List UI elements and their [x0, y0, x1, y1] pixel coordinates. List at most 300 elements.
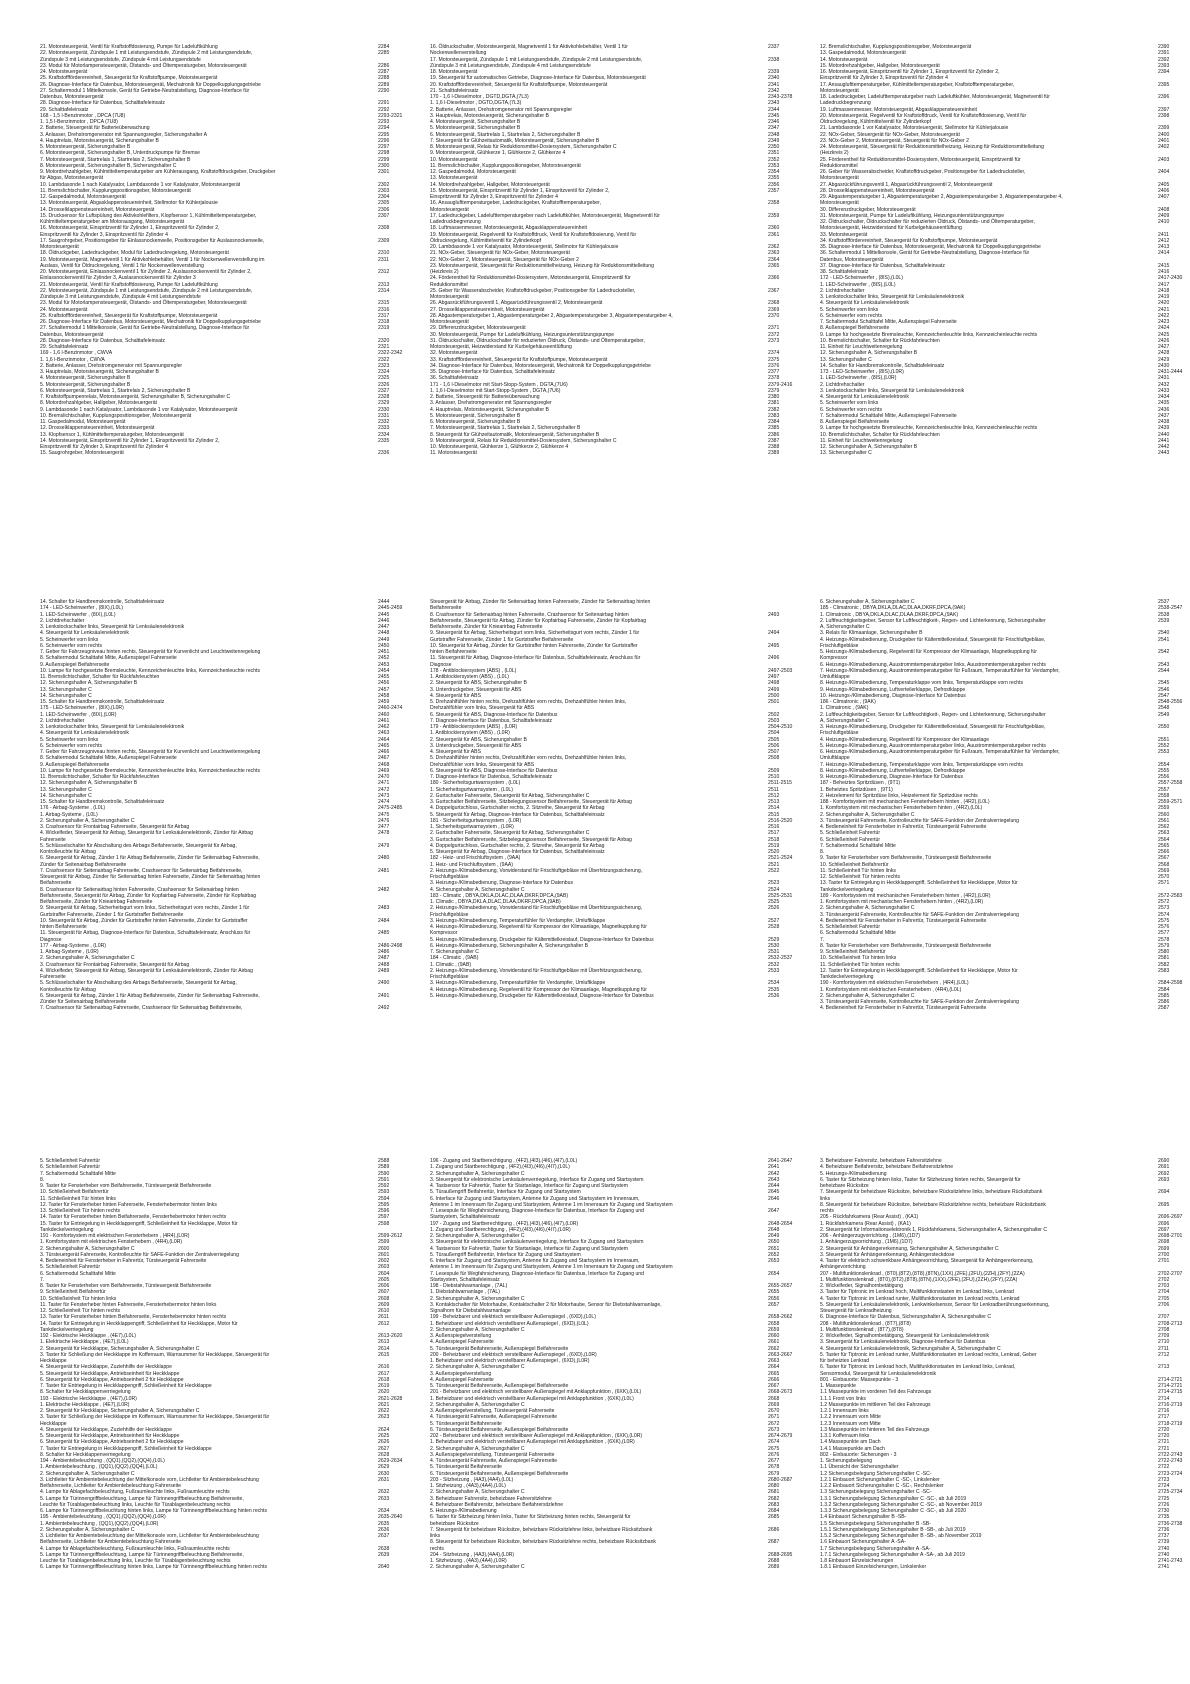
- entry-title: 15. Motorsteuergerät, Einspritzventil für Zylinder 1, Einspritzventil für Zylinder 2,: [430, 187, 610, 194]
- entry-title: 2. Lichtdrehschalter: [40, 717, 85, 724]
- entry-page: 2696: [1158, 1220, 1170, 1227]
- entry-page: 2504-2510: [768, 724, 793, 730]
- entry-page: 2464: [378, 736, 390, 743]
- entry-title: 4. Bedieneinheit für Fensterheber in Fahrertür, Türsteuergerät Fahrerseite: [820, 824, 987, 830]
- index-entry: [820, 1564, 1190, 1570]
- entry-page: 2372: [768, 331, 780, 338]
- entry-page: 2680-2687: [768, 1476, 793, 1483]
- entry-page: 2551: [1158, 736, 1170, 743]
- entry-page: 2539: [1158, 617, 1170, 624]
- entry-title: 190 - Komfortsystem mit elektrischen Fensterhebern , (4R4),(L0L): [820, 980, 969, 987]
- entry-title: 4. Steuergerät für ABS: [430, 692, 481, 699]
- entry-page: 2602: [378, 1258, 390, 1264]
- entry-page: 2284: [378, 44, 390, 50]
- entry-page: 2526: [768, 905, 780, 912]
- entry-page: 2676: [768, 1451, 780, 1458]
- entry-page: 2600: [378, 1245, 390, 1252]
- entry-page: 2448: [378, 630, 390, 637]
- entry-title: 204 - Sitzheizung , (4A3),(4A4),(L0R): [430, 1551, 515, 1558]
- entry-title: 14. Taster für Entriegelung in Heckklappengriff, Schließeinheit für Heckklappe, Motor für: [40, 1320, 238, 1327]
- entry-title: 6. Steuergerät für Airbag, Zünder 1 für Airbag Beifahrerseite, Zünder für Seitenairbag Fahrerseite,: [40, 855, 260, 862]
- entry-page: 2424: [1158, 325, 1170, 332]
- entry-page: 2527: [768, 917, 780, 924]
- entry-title: Frischluftgebläse: [820, 642, 859, 649]
- entry-title: 179 - Antiblockiersystem (ABS) , (L0R): [430, 724, 518, 730]
- entry-title: 3. Außenspiegelverstellung, Türsteuergerät Fahrerseite: [430, 1408, 555, 1414]
- entry-page: 2325: [378, 375, 390, 382]
- entry-title: Reduktionsmittel: [820, 162, 858, 169]
- entry-title: 4. Steuergerät für ABS: [430, 749, 481, 755]
- entry-title: Fahrerseite: [40, 836, 66, 843]
- entry-title: 28. Abgastemperaturgeber 1, Abgastemperaturgeber 2, Abgastemperaturgeber 3, Abgastemperaturgeber 4,: [430, 312, 673, 319]
- entry-page: 2329: [378, 400, 390, 407]
- entry-page: 2468: [378, 761, 390, 768]
- entry-title: 12. Taster für Entriegelung in Heckklappengriff, Schließeinheit für Heckklappe, Motor für: [820, 967, 1018, 974]
- entry-page: 2413: [1158, 244, 1170, 250]
- entry-title: 2. Sicherungshalter A, Sicherungshalter C: [40, 1470, 135, 1477]
- entry-page: 2723: [1158, 1476, 1170, 1483]
- entry-title: 11. Bremslichtschalter, Schalter für Rückfahrleuchten: [40, 674, 160, 680]
- entry-title: 192 - Elektrische Heckklappe , (4E7),(L0L): [40, 1333, 136, 1339]
- entry-title: 3. Türsteuergerät Fahrerseite, Kontrolleuchte für SAFE-Funktion der Zentralverriegelung: [40, 1251, 239, 1258]
- entry-page: 2431: [1158, 375, 1170, 382]
- entry-title: 3. Außenspiegelverstellung: [430, 1333, 492, 1339]
- entry-title: 3. Taster für Tiptronic im Lenkrad hoch, Multifunktionstasten im Lenkrad links, Lenkrad: [820, 1289, 1014, 1296]
- entry-page: 2406: [1158, 187, 1170, 194]
- entry-title: 28. Drosselklappensteuereinheit, Motorsteuergerät: [820, 187, 935, 194]
- entry-title: 2. Wickelfeder, Signalhornbetätigung: [820, 1283, 903, 1289]
- entry-page: 2351: [768, 150, 780, 157]
- entry-title: Steuergerät für Lenkradheizung: [820, 1308, 892, 1314]
- entry-page: 2343: [768, 100, 780, 107]
- entry-title: 181 - Sicherheitsgurtwarnsystem , (L0R): [430, 817, 522, 824]
- entry-page: 2686: [768, 1526, 780, 1533]
- entry-title: 14. Motorsteuergerät, Einspritzventil für Zylinder 1, Einspritzventil für Zylinder 2,: [40, 437, 220, 444]
- entry-title: 2. Sicherungshalter A, Sicherungshalter C: [40, 1245, 135, 1252]
- entry-title: 2. Sicherungshalter A, Sicherungshalter C: [820, 811, 915, 818]
- entry-title: Motorsteuergerät, Heizwiderstand für Kurbelgehäuseentlüftung: [820, 225, 962, 232]
- entry-page: 2620: [378, 1389, 390, 1396]
- entry-page: 2357: [768, 187, 780, 194]
- entry-page: 2512: [768, 792, 780, 799]
- entry-title: beheizbare Rücksitze: [820, 1183, 869, 1189]
- entry-page: 2690: [1158, 1158, 1170, 1164]
- entry-title: 178 - Antiblockiersystem (ABS) , (L0L): [430, 667, 517, 674]
- entry-title: 9. Steuergerät für Airbag, Sicherheitsgurt vorn links, Sicherheitsgurt vorn rechts, Zünder 1 für: [430, 630, 640, 637]
- entry-page: 2657: [768, 1301, 780, 1308]
- entry-page: 2572: [1158, 899, 1170, 905]
- entry-title: Steuergerät für Airbag, Zünder für Seitenairbag hinten Fahrerseite, Zünder für Seitenairbag hinten: [430, 599, 651, 605]
- entry-page: 2446: [378, 617, 390, 624]
- entry-title: 2. Sicherungshalter A, Sicherungshalter C: [430, 1401, 525, 1408]
- entry-title: 26. Diagnose-Interface für Datenbus, Motorsteuergerät, Mechatronik für Doppelkupplungsgetriebe: [40, 81, 261, 88]
- entry-page: 2644: [768, 1183, 780, 1189]
- entry-title: Nockenwellenverstellung: [430, 50, 487, 57]
- entry-page: 2582: [1158, 961, 1170, 968]
- entry-page: 2516-2520: [768, 817, 793, 824]
- entry-page: 2393: [1158, 62, 1170, 69]
- entry-page: 2336: [378, 450, 390, 457]
- entry-page: 2375: [768, 356, 780, 363]
- entry-title: 1. LED-Scheinwerfer , (8IX),(L0L): [40, 611, 116, 618]
- entry-title: 15. Taster für Entriegelung in Heckklappengriff, Schließeinheit für Heckklappe, Motor für: [40, 1220, 238, 1227]
- entry-title: 14. Motorsteuergerät: [820, 56, 868, 63]
- entry-title: 2. Steuergerät für ABS, Sicherungshalter B: [430, 680, 527, 687]
- entry-page: 2550: [1158, 724, 1170, 730]
- entry-title: 8. Schaltermodul Schalttafel Mitte, Außenspiegel Fahrerseite: [40, 655, 177, 662]
- entry-title: Heckklappe: [40, 1420, 67, 1427]
- entry-title: 1. Ambientebeleuchtung , (QQ1),(QQ2),(QQ4),(L0L): [40, 1464, 158, 1471]
- entry-title: 7. Diagnose-Interface für Datenbus, Schalttafeleinsatz: [430, 717, 553, 724]
- entry-title: 13. Klopfsensor 1, Kühlmitteltemperaturgeber, Motorsteuergerät: [40, 431, 184, 438]
- entry-page: 2585: [1158, 992, 1170, 999]
- entry-page: 2363: [768, 250, 780, 257]
- entry-title: 7. Sicherungshalter C: [430, 949, 479, 955]
- entry-page: 2470: [378, 774, 390, 780]
- entry-title: 15. Drucksensor für Luftspülung des Aktivkohlefilters, Klopfsensor 1, Kühlmitteltemperaturgeber,: [40, 212, 257, 219]
- entry-title: 200 - Beheizbarer und elektrisch verstellbarer Außenspiegel , (6XD),(L0R): [430, 1351, 597, 1358]
- entry-page: 2488: [378, 961, 390, 968]
- entry-page: 2575: [1158, 917, 1170, 924]
- entry-page: 2436: [1158, 406, 1170, 413]
- entry-title: hinten Beifahrerseite: [40, 924, 87, 930]
- entry-title: 11. Schließeinheit Tür hinten links: [820, 867, 896, 874]
- entry-title: 2. Sicherungshalter A, Sicherungshalter C: [430, 1564, 525, 1571]
- entry-page: 2297: [378, 144, 390, 150]
- entry-page: 2383: [768, 412, 780, 419]
- entry-page: 2730: [1158, 1508, 1170, 1514]
- entry-page: 2333: [378, 425, 390, 432]
- entry-title: 1. Rückfahrkamera (Rear Assist) , (KA1): [820, 1220, 911, 1227]
- entry-page: 2553: [1158, 749, 1170, 755]
- entry-page: 2384: [768, 419, 780, 425]
- index-column: [430, 599, 800, 999]
- entry-title: links: [820, 1195, 831, 1202]
- entry-title: 11. Taster für Fensterheber hinten Fahrerseite, Fensterhebermotor hinten links: [40, 1301, 217, 1308]
- entry-page: 2379: [768, 387, 780, 394]
- entry-page: 2500: [768, 692, 780, 699]
- entry-page: 2633: [378, 1495, 390, 1502]
- entry-page: 2632: [378, 1489, 390, 1496]
- entry-title: 9. Außenspiegel Beifahrerseite: [40, 661, 110, 668]
- entry-title: 14. Sicherungshalter C: [40, 692, 92, 699]
- entry-title: Datenbus, Motorsteuergerät: [40, 331, 104, 338]
- entry-page: 2416: [1158, 269, 1170, 275]
- index-column: [40, 44, 410, 457]
- entry-page: 2390: [1158, 44, 1170, 50]
- entry-title: 4. Steuergerät für Lenksäulenelektronik: [40, 630, 129, 637]
- entry-title: 6. Türsteuergerät Beifahrerseite, Außenspiegel Beifahrerseite: [430, 1426, 569, 1433]
- entry-page: 2668-2673: [768, 1389, 793, 1396]
- entry-page: 2589: [378, 1164, 390, 1171]
- entry-title: 1. Diebstahlwarnanlage , (7AL): [430, 1289, 500, 1296]
- entry-title: 1. Komfortsystem mit elektrischen Fensterhebern , (4R4),(L0L): [820, 986, 962, 993]
- entry-page: 2722-2743: [1158, 1458, 1183, 1464]
- entry-title: 196 - Zugang und Startberechtigung , (4F2),(4I3),(4I6),(4I7),(L0L): [430, 1158, 578, 1164]
- entry-title: 203 - Sitzheizung , (4A3),(4A4),(L0L): [430, 1476, 514, 1483]
- entry-page: 2524: [768, 886, 780, 893]
- index-entry: [40, 450, 410, 456]
- entry-page: 2718-2719: [1158, 1420, 1183, 1427]
- entry-title: 6. Interface für Zugang und Startsystem, Antenne für Zugang und Startsystem im Innenraum,: [430, 1195, 640, 1202]
- entry-page: 2332: [378, 419, 390, 425]
- entry-page: 2293-2321: [378, 112, 403, 119]
- entry-page: 2492: [378, 1005, 390, 1012]
- entry-page: 2449: [378, 636, 390, 643]
- entry-title: Zünder für Seitenairbag Beifahrerseite: [40, 999, 127, 1005]
- entry-page: 2433: [1158, 387, 1170, 394]
- entry-page: 2285: [378, 50, 390, 57]
- entry-page: 2330: [378, 406, 390, 413]
- entry-title: 1.2.3 Innenraum vom Mitte: [820, 1420, 881, 1427]
- entry-page: 2477: [378, 824, 390, 830]
- entry-page: 2521-2524: [768, 855, 793, 862]
- entry-page: 2417-2430: [1158, 275, 1183, 282]
- entry-title: 17. Motorsteuergerät, Zündspule 1 mit Leistungsendstufe, Zündspule 2 mit Leistungsendstufe,: [430, 56, 643, 63]
- entry-page: 2647: [768, 1208, 780, 1214]
- entry-title: Frischluftgebläse: [820, 730, 859, 737]
- entry-page: 2722: [1158, 1464, 1170, 1471]
- entry-title: 1.2.2 Innenraum vorn Mitte: [820, 1414, 881, 1421]
- entry-title: 6. Schließeinheit Fahrertür: [40, 1164, 101, 1171]
- entry-title: 7. Motorsteuergerät, Startrelais 1, Startrelais 2, Sicherungshalter B: [40, 156, 191, 163]
- entry-title: 19. Steuergerät für automatisches Getriebe, Diagnose-Interface für Datenbus, Motorsteuergerät: [430, 75, 646, 82]
- entry-page: 2641-2647: [768, 1158, 793, 1164]
- entry-title: 11. Bremslichtschalter, Kupplungspositionsgeber, Motorsteuergerät: [40, 187, 191, 194]
- entry-title: 7. Heizungs-/Klimabedienung, Temperaturklappe vorn links, Temperaturklappe vorn rechts: [820, 761, 1024, 768]
- entry-page: 2453: [378, 661, 390, 668]
- entry-page: 2636: [378, 1526, 390, 1533]
- index-column: [430, 1158, 800, 1571]
- entry-page: 2331: [378, 412, 390, 419]
- entry-title: 8.: [820, 849, 825, 855]
- entry-title: 1. Anhängerzugvorrichtung , (1M6),(1D7): [820, 1239, 913, 1246]
- entry-title: 32. Öldruckschalter, Öldruckschalter für reduzierten Öldruck, Ölstands- und Öltemperaturgeber,: [820, 219, 1035, 225]
- entry-page: 2572-2583: [1158, 892, 1183, 899]
- entry-page: 2394: [1158, 69, 1170, 75]
- entry-page: 2634: [378, 1508, 390, 1514]
- entry-title: Tankdeckelverriegelung: [820, 886, 874, 893]
- entry-page: 2704: [1158, 1289, 1170, 1296]
- entry-title: 4. Beheizbarer Beifahrersitz, beheizbare Beifahrersitzlehne: [430, 1501, 564, 1508]
- entry-title: Startsystem, Schalttafeleinsatz: [430, 1276, 500, 1283]
- entry-title: (Heizkreis 2): [430, 269, 459, 275]
- index-entry: [430, 1564, 800, 1570]
- entry-title: 3. Unterdruckgeber, Steuergerät für ABS: [430, 686, 522, 693]
- entry-title: 1.1 Massepunkte im vorderen Teil des Fahrzeugs: [820, 1389, 932, 1396]
- entry-page: 2369: [768, 306, 780, 313]
- entry-page: 2311: [378, 256, 389, 263]
- entry-page: 2548: [1158, 705, 1170, 712]
- entry-page: 2631: [378, 1476, 390, 1483]
- entry-page: 2688-2695: [768, 1551, 793, 1558]
- entry-page: 2615: [378, 1351, 390, 1358]
- entry-title: 5. Türsteuergerät Beifahrerseite, Außenspiegel Beifahrerseite: [430, 1383, 569, 1389]
- entry-page: 2725: [1158, 1495, 1170, 1502]
- entry-title: 10. Schließeinheit Beifahrertür: [820, 861, 889, 868]
- entry-page: 2628: [378, 1451, 390, 1458]
- entry-page: 2669: [768, 1401, 780, 1408]
- entry-title: 168 - 1,5 l-Benzinmotor , DPCA (7U8): [40, 112, 126, 119]
- entry-title: 18. Luftmassenmesser, Motorsteuergerät, Abgasklappensteuereinheit: [430, 225, 587, 232]
- entry-page: 2655-2657: [768, 1283, 793, 1289]
- entry-title: 36. Schaltermodul 1 Mittelkonsole, Gerät für Getriebe-Neutralstellung, Diagnose-Interface für: [820, 250, 1030, 257]
- entry-title: 6. Taster für Tiptronic im Lenkrad hoch, Multifunktionstasten im Lenkrad links, Lenkrad,: [820, 1364, 1016, 1371]
- entry-title: 5. Schlüsselschalter für Abschaltung des Airbags Beifahrerseite, Steuergerät für Airbag,: [40, 980, 237, 987]
- entry-title: 8. Steuergerät für beheizbare Rücksitze, beheizbare Rücksitzlehne rechts, beheizbare Rücksitzbank: [820, 1201, 1046, 1208]
- entry-page: 2525-2531: [768, 892, 793, 899]
- entry-title: 10. Motorsteuergerät: [430, 156, 478, 163]
- entry-title: 27. Schaltermodul 1 Mittelkonsole, Gerät für Getriebe-Neutralstellung, Diagnose-Interface für: [40, 87, 250, 94]
- entry-title: 1. 1,6 l-Benzinmotor , CWVA: [40, 356, 105, 363]
- entry-page: 2534: [768, 980, 780, 987]
- entry-title: 4. Wickelfeder, Steuergerät für Airbag, Steuergerät für Lenksäulenelektronik, Zünder für Airbag: [40, 967, 253, 974]
- entry-title: 11. Bremslichtschalter, Schalter für Rückfahrleuchten: [40, 774, 160, 780]
- entry-page: 2613: [378, 1339, 390, 1346]
- entry-title: 4. Beheizbarer Beifahrersitz, beheizbare Beifahrersitzlehne: [820, 1164, 954, 1171]
- entry-title: 1. Antiblockiersystem (ABS) , (L0L): [430, 674, 509, 680]
- entry-page: 2721: [1158, 1445, 1170, 1452]
- entry-title: 3. Anlasser, Drehstromgenerator mit Spannungsregler: [430, 400, 552, 407]
- entry-title: 10. Lampe für hochgesetzte Bremsleuchte, Kennzeichenleuchte links, Kennzeichenleuchte rechts: [40, 667, 261, 674]
- entry-title: Beifahrerseite: [430, 605, 462, 612]
- entry-page: 2584-2598: [1158, 980, 1183, 987]
- entry-title: 33. Kraftstoffförderereinheit, Steuergerät für Kraftstoffpumpe, Motorsteuergerät: [430, 356, 608, 363]
- entry-page: 2481: [378, 867, 390, 874]
- entry-title: 21. Schalttafeleinsatz: [430, 87, 479, 94]
- entry-page: 2303: [378, 187, 390, 194]
- entry-page: 2429: [1158, 356, 1170, 363]
- entry-page: 2548-2556: [1158, 699, 1183, 705]
- entry-page: 2368: [768, 300, 780, 307]
- entry-title: 22. NOx-Geber 2, Motorsteuergerät, Steuergerät für NOx-Geber 2: [430, 256, 579, 263]
- entry-title: 5. Heizungs-/Klimabedienung, Auustrommtemperaturgeber links, Auustrommtemperaturgeber rechts: [820, 742, 1046, 749]
- entry-title: 182 - Heiz- und Frischluftsystem , (9AA): [430, 855, 521, 862]
- entry-title: 10. Lambdasonde 1 nach Katalysator, Lambdasonde 1 vor Katalysator, Motorsteuergerät: [40, 181, 241, 188]
- entry-title: 24. Förderentheil für Reduktionsmittel-Dosiersystem, Motorsteuergerät, Einspritzventil für: [430, 275, 631, 282]
- index-column: [820, 1158, 1190, 1571]
- entry-page: 2497-2503: [768, 667, 793, 674]
- entry-title: 7. Steuergerät für beheizbare Rücksitze, beheizbare Rücksitzlehne links, beheizbare Rücksitzbank: [820, 1189, 1043, 1196]
- entry-page: 2341: [768, 81, 780, 88]
- entry-title: 2. Heizungs-/Klimabedienung, Vorwiderstand für Frischluftgebläse mit Überhitzungssicherung,: [430, 905, 643, 912]
- entry-page: 2714-2721: [1158, 1383, 1183, 1389]
- entry-title: 3. Steuergerät für Anhängererkennung, Anhängersteckdose: [820, 1251, 955, 1258]
- entry-page: 2415: [1158, 262, 1170, 269]
- entry-title: Einlassnockenventil für Zylinder 3, Auslassnockenventil für Zylinder 3: [40, 275, 196, 282]
- entry-page: 2653: [768, 1258, 780, 1264]
- entry-page: 2417: [1158, 281, 1170, 288]
- entry-page: 2587: [1158, 1005, 1170, 1012]
- entry-title: 2. Heizelement für Spritzdüse links, Heizelement für Spritzdüse rechts: [820, 792, 978, 799]
- index-entry: [820, 450, 1190, 456]
- entry-page: 2629: [378, 1464, 390, 1471]
- entry-title: 4. Heizungs-/Klimabedienung, Regelventil für Kompressor der Klimaanlage, Magnetkupplung für: [430, 986, 647, 993]
- entry-page: 2523: [768, 880, 780, 887]
- entry-title: 5. Türsteuergerät Beifahrerseite: [430, 1464, 502, 1471]
- entry-page: 2570: [1158, 874, 1170, 880]
- entry-title: 205 - Rückfahrkamera (Rear Assist) , (KA1): [820, 1214, 919, 1221]
- entry-title: Einspritzventil für Zylinder 3, Einspritzventil für Zylinder 4: [40, 231, 168, 238]
- entry-page: 2535: [768, 986, 780, 993]
- entry-title: Zündspule 3 mit Leistungsendstufe, Zündspule 4 mit Leistungsendstufe: [40, 294, 201, 300]
- entry-title: 3. Gurtschalter Beifahrerseite, Sitzbelegungssensor Beifahrerseite, Steuergerät für Airbag: [430, 799, 632, 805]
- entry-title: 3. Taster für Schließung der Heckklappe im Kofferraum, Warnsummer für Heckklappe, Steuergerät für: [40, 1351, 270, 1358]
- entry-title: 26. Geber für Wasserabscheider, Kraftstoffdruckgeber, Positionsgeber für Ladedrucksteller,: [820, 169, 1026, 175]
- entry-page: 2652: [768, 1251, 780, 1258]
- entry-page: 2722-2743: [1158, 1451, 1183, 1458]
- entry-title: 35. Diagnose-Interface für Datenbus, Motorsteuergerät, Mechatronik für Doppelkupplungsgetriebe: [820, 244, 1041, 250]
- index-entry: [430, 993, 800, 999]
- entry-title: 3. Türsteuergerät Fahrerseite, Kontrolleuchte für SAFE-Funktion der Zentralverriegelung: [820, 911, 1019, 918]
- entry-title: Drehzahlfühler vorn links, Steuergerät für ABS: [430, 705, 535, 712]
- entry-page: 2659: [768, 1326, 780, 1333]
- entry-page: 2400: [1158, 131, 1170, 138]
- entry-title: 14. Motordrehzahlgeber, Hallgeber, Motorsteuergerät: [430, 181, 550, 188]
- entry-title: 6. Steuergerät für Airbag, Zünder 1 für Airbag Beifahrerseite, Zünder für Seitenairbag Fahrerseite,: [40, 992, 260, 999]
- entry-page: 2649: [768, 1233, 780, 1239]
- entry-page: 2444: [378, 599, 390, 605]
- entry-page: 2511-2515: [768, 780, 792, 787]
- entry-title: 184 - Climatic , (9AB): [430, 955, 479, 962]
- entry-page: 2544: [1158, 667, 1170, 674]
- entry-title: 2. Sicherungshalter A, Sicherungshalter C: [430, 1326, 525, 1333]
- entry-page: 2609: [378, 1301, 390, 1308]
- entry-page: 2593: [378, 1189, 390, 1196]
- entry-title: 37. Diagnose-Interface für Datenbus, Schalttafeleinsatz: [820, 262, 945, 269]
- entry-page: 2344: [768, 106, 780, 113]
- entry-title: 194 - Ambientebeleuchtung , (QQ1),(QQ2),(QQ4),(L0L): [40, 1458, 165, 1464]
- entry-title: 12. Gaspedalmodul, Motorsteuergerät: [40, 194, 126, 200]
- entry-title: 21. NOx-Geber, Steuergerät für NOx-Geber, Motorsteuergerät: [430, 250, 570, 257]
- entry-page: 2687: [768, 1539, 780, 1546]
- entry-title: 7. Crashsensor für Seitenairbag Fahrerseite, Crashsensor für Seitenairbag Beifahrerseite,: [40, 867, 243, 874]
- entry-title: 28. Diagnose-Interface für Datenbus, Schalttafeleinsatz: [40, 337, 165, 344]
- entry-page: 2697: [1158, 1226, 1170, 1233]
- entry-title: 1.7 Sicherungsbelegung Sicherungshalter A -SA-: [820, 1545, 931, 1552]
- entry-page: 2367: [768, 287, 780, 294]
- index-column: [820, 599, 1190, 1012]
- entry-title: 2. Luftfeuchtigkeitsgeber, Sensor für Luftfeuchtigkeit-, Regen- und Lichterkennung, Sicherungshalter: [820, 711, 1046, 718]
- entry-page: 2586: [1158, 999, 1170, 1005]
- entry-page: 2624: [378, 1426, 390, 1433]
- entry-page: 2605: [378, 1276, 390, 1283]
- entry-page: 2619: [378, 1383, 390, 1389]
- entry-page: 2411: [1158, 231, 1169, 238]
- entry-page: 2460-2474: [378, 705, 403, 712]
- entry-title: 186 - Climatronic , (9AK): [820, 699, 876, 705]
- entry-page: 2489: [378, 967, 390, 974]
- entry-title: 6. Schaltermodul Schalttafel Mitte: [820, 930, 896, 937]
- entry-page: 2293: [378, 119, 390, 125]
- entry-page: 2525: [768, 899, 780, 905]
- entry-page: 2678: [768, 1464, 780, 1471]
- entry-title: 13. Taster für Fensterheber hinten Beifahrerseite, Fensterhebermotor hinten rechts: [40, 1314, 227, 1321]
- entry-page: 2643: [768, 1176, 780, 1183]
- entry-title: 1.5.2 Sicherungsbelegung Sicherungshalter B -SB-, ab November 2019: [820, 1533, 982, 1539]
- entry-page: 2360: [768, 225, 780, 232]
- entry-page: 2361: [768, 231, 780, 238]
- entry-page: 2288: [378, 75, 390, 82]
- entry-page: 2485: [378, 930, 390, 937]
- entry-page: 2682: [768, 1495, 780, 1502]
- entry-title: 4. Außenspiegel Fahrerseite: [430, 1339, 494, 1346]
- entry-title: 5. Lampe für Türinnengriffbeleuchtung, Lampe für Türinnengriffbeleuchtung Beifahrerseite,: [40, 1551, 244, 1558]
- entry-title: Heckklappe: [40, 1358, 67, 1364]
- entry-page: 2564: [1158, 836, 1170, 843]
- entry-title: 3. Taster für Schließung der Heckklappe im Kofferraum, Warnsummer für Heckklappe, Steuergerät für: [40, 1414, 270, 1421]
- entry-page: 2475: [378, 811, 390, 818]
